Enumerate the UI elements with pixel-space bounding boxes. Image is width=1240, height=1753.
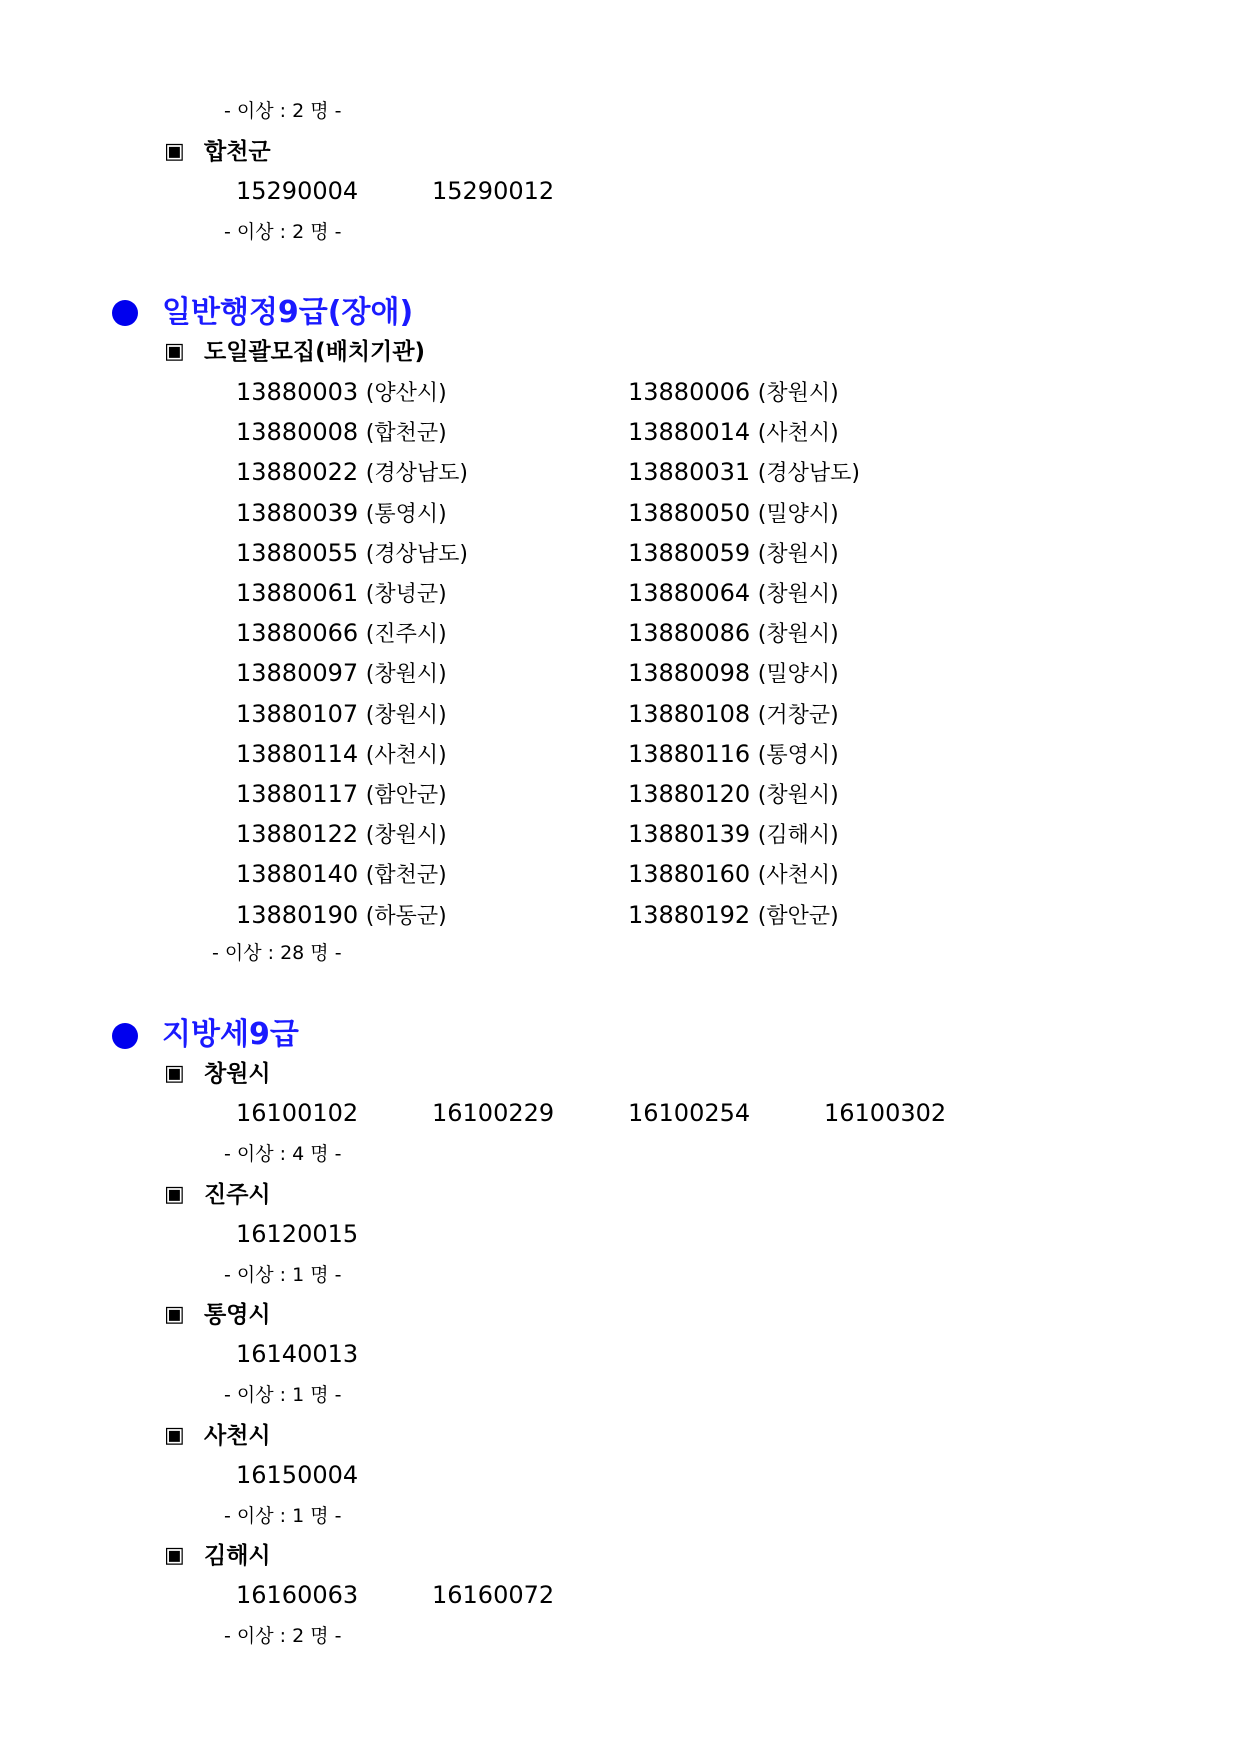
applicant-entry [628,699,839,731]
placement-location: (통영시) [365,501,447,527]
placement-location: (사천시) [757,863,839,889]
applicant-entry [236,578,447,610]
applicant-number: 13880059 [628,538,751,567]
applicant-entry [628,498,839,530]
applicant-number: 13880055 [236,538,359,567]
square-bullet-icon: ▣ [164,139,185,164]
applicant-number: 16160063 [236,1581,359,1609]
applicant-number: 13880031 [628,458,751,487]
applicant-number: 13880190 [236,900,359,929]
applicant-number: 13880086 [628,619,751,648]
placement-location: (사천시) [365,742,447,768]
applicant-entry [236,618,447,650]
summary-count: - 이상 : 1 명 - [224,1384,342,1406]
applicant-entry [236,699,447,731]
applicant-number: 16100102 [236,1099,359,1127]
placement-location: (밀양시) [757,662,839,688]
applicant-number: 13880114 [236,739,359,768]
applicant-entry [628,457,860,489]
placement-location: (합천군) [365,421,447,447]
placement-location: (창원시) [757,381,839,406]
applicant-number: 13880003 [236,378,359,406]
placement-location: (거창군) [757,702,839,728]
applicant-number: 13880014 [628,418,751,447]
placement-location: (경상남도) [365,461,468,487]
section-title: 지방세9급 [162,1017,299,1052]
square-bullet-icon: ▣ [164,1422,185,1448]
section-title: 일반행정9급(장애) [162,295,414,330]
placement-location: (밀양시) [757,501,839,527]
applicant-number: 13880120 [628,780,751,808]
applicant-entry [236,819,447,851]
applicant-number: 13880107 [236,699,359,728]
summary-count: - 이상 : 2 명 - [224,221,342,243]
applicant-entry [628,739,839,771]
group-title: 도일괄모집(배치기관) [204,339,425,365]
applicant-number: 13880066 [236,619,359,648]
placement-location: (창원시) [757,622,839,648]
applicant-number: 13880006 [628,378,751,406]
applicant-entry [236,417,447,449]
applicant-number: 13880022 [236,458,359,487]
group-title: 통영시 [204,1302,271,1328]
placement-location: (하동군) [365,903,447,929]
applicant-entry [628,538,839,570]
filled-circle-icon [112,300,138,326]
placement-location: (창원시) [757,783,839,808]
applicant-entry [236,658,447,690]
placement-location: (창원시) [365,662,447,688]
placement-location: (진주시) [365,622,447,648]
applicant-entry [628,417,839,449]
group-title: 김해시 [204,1543,271,1569]
group-title: 사천시 [204,1422,271,1449]
applicant-number: 13880116 [628,739,751,768]
applicant-number: 16100254 [628,1099,751,1127]
applicant-entry [236,538,468,570]
applicant-number: 13880064 [628,579,751,607]
placement-location: (김해시) [757,823,839,849]
applicant-entry [236,779,447,811]
applicant-number: 16160072 [432,1581,555,1609]
applicant-entry [628,377,839,409]
applicant-number: 13880122 [236,820,359,849]
applicant-number: 13880139 [628,820,751,849]
applicant-number: 13880039 [236,498,359,527]
summary-count: - 이상 : 28 명 - [212,942,342,964]
applicant-entry [628,658,839,690]
applicant-entry [236,377,447,409]
summary-count: - 이상 : 2 명 - [224,1625,342,1647]
square-bullet-icon: ▣ [164,1543,185,1568]
applicant-number: 13880108 [628,699,751,728]
placement-location: (창원시) [365,702,447,728]
applicant-number: 16150004 [236,1460,359,1489]
applicant-entry [628,819,839,851]
applicant-entry [628,779,839,811]
applicant-number: 16100229 [432,1099,555,1127]
applicant-entry [236,859,447,891]
applicant-number: 13880098 [628,659,751,688]
applicant-number: 15290004 [236,177,359,205]
applicant-entry [236,739,447,771]
applicant-entry [628,859,839,891]
placement-location: (양산시) [365,381,447,406]
placement-location: (경상남도) [757,461,860,487]
group-title: 창원시 [204,1061,271,1087]
applicant-entry [236,457,468,489]
group-title: 합천군 [204,139,271,165]
applicant-number: 13880008 [236,418,359,447]
applicant-number: 13880061 [236,579,359,607]
square-bullet-icon: ▣ [164,1302,185,1327]
applicant-number: 16120015 [236,1219,359,1248]
placement-location: (합천군) [365,863,447,889]
applicant-number: 13880097 [236,659,359,688]
placement-location: (창원시) [757,582,839,607]
placement-location: (함안군) [757,903,839,929]
applicant-number: 13880160 [628,860,751,889]
applicant-entry [236,498,447,530]
filled-circle-icon [112,1023,138,1049]
placement-location: (통영시) [757,742,839,768]
placement-location: (창녕군) [365,582,447,607]
placement-location: (창원시) [365,823,447,849]
group-title: 진주시 [204,1181,271,1208]
summary-count: - 이상 : 4 명 - [224,1143,342,1165]
placement-location: (경상남도) [365,541,468,567]
summary-count: - 이상 : 1 명 - [224,1504,342,1527]
applicant-number: 15290012 [432,177,555,205]
placement-location: (창원시) [757,541,839,567]
summary-count: - 이상 : 2 명 - [224,100,342,122]
applicant-number: 16100302 [824,1099,947,1127]
square-bullet-icon: ▣ [164,1061,185,1086]
square-bullet-icon: ▣ [164,339,185,364]
summary-count: - 이상 : 1 명 - [224,1263,342,1286]
placement-location: (사천시) [757,421,839,447]
applicant-number: 13880140 [236,860,359,889]
applicant-entry [628,618,839,650]
square-bullet-icon: ▣ [164,1181,185,1207]
applicant-entry [628,578,839,610]
applicant-entry [628,900,839,932]
applicant-number: 13880192 [628,900,751,929]
applicant-entry [236,900,447,932]
applicant-number: 13880117 [236,780,359,808]
applicant-number: 16140013 [236,1340,359,1368]
placement-location: (함안군) [365,783,447,808]
applicant-number: 13880050 [628,498,751,527]
